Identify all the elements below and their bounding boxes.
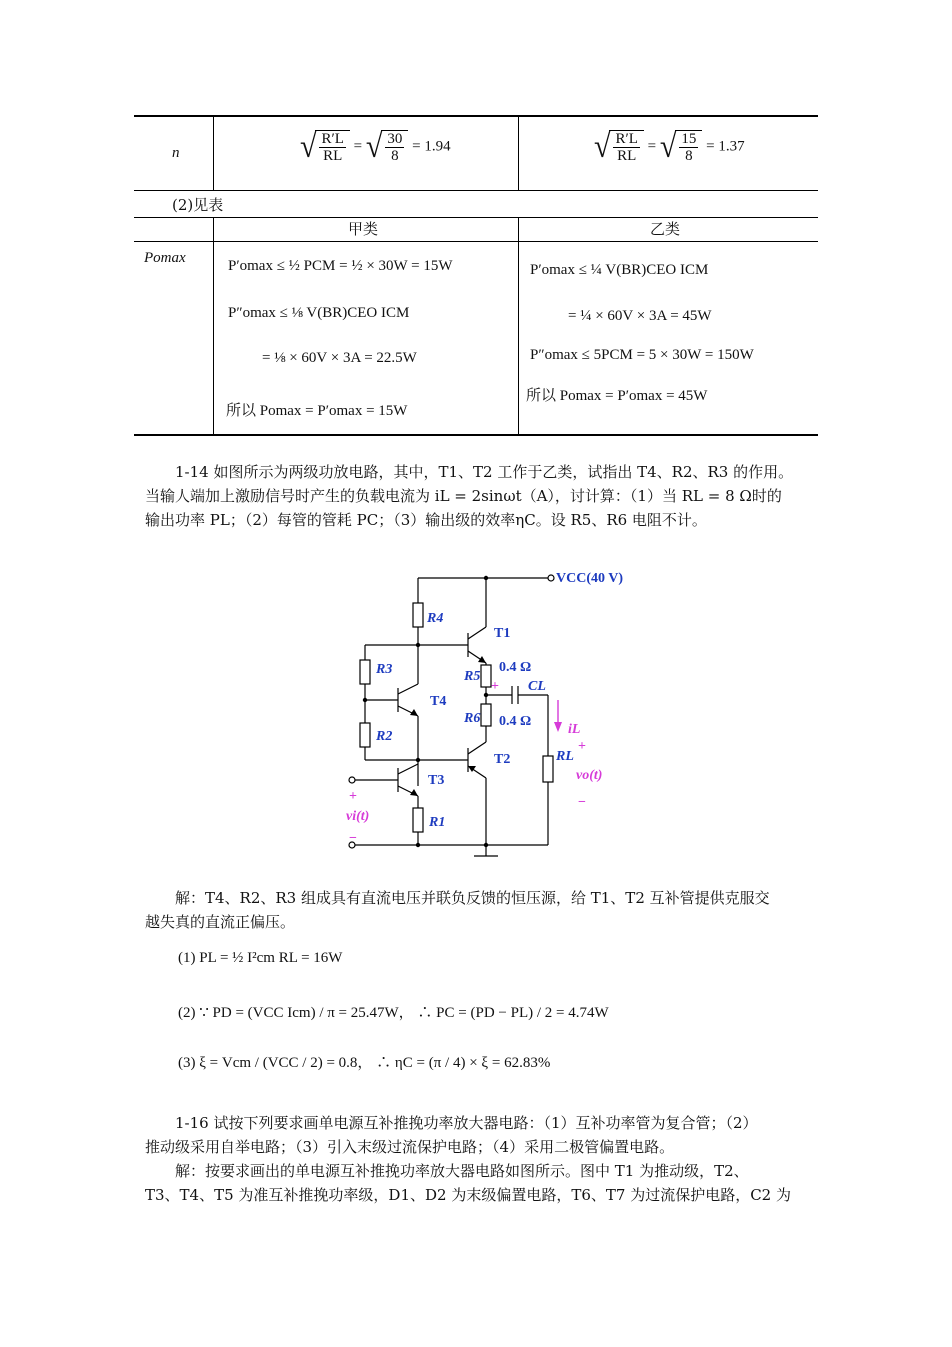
- t4-label: T4: [430, 694, 447, 709]
- table2-bottom-rule: [134, 434, 818, 436]
- table2-divider-2: [518, 217, 519, 435]
- class-a-line-1: P′omax ≤ ½ PCM = ½ × 30W = 15W: [228, 258, 453, 274]
- il-label: iL: [568, 722, 581, 737]
- vo-plus: +: [578, 739, 586, 754]
- class-b-line-2: = ¼ × 60V × 3A = 45W: [568, 308, 712, 324]
- vi-plus: +: [349, 789, 357, 804]
- class-b-line-3: P″omax ≤ 5PCM = 5 × 30W = 150W: [530, 347, 754, 363]
- two-stage-power-amp-circuit: [330, 565, 640, 865]
- table2-header-rule: [134, 241, 818, 242]
- class-b-line-1: P′omax ≤ ¼ V(BR)CEO ICM: [530, 262, 709, 278]
- r6-value: 0.4 Ω: [499, 714, 532, 729]
- r4-label: R4: [427, 611, 444, 626]
- rl-label: RL: [556, 749, 574, 764]
- cl-label: CL: [528, 679, 546, 694]
- table2-header-class-b: 乙类: [650, 220, 681, 238]
- r3-label: R3: [376, 662, 393, 677]
- r6-label: R6: [464, 711, 481, 726]
- table2-caption: (2)见表: [172, 196, 224, 214]
- table2-header-class-a: 甲类: [348, 220, 379, 238]
- class-a-line-2: P″omax ≤ ⅛ V(BR)CEO ICM: [228, 305, 410, 321]
- table1-row-label: n: [172, 145, 180, 161]
- vi-label: vi(t): [346, 809, 370, 824]
- class-b-line-4: 所以 Pomax = P′omax = 45W: [526, 388, 708, 404]
- class-a-line-3: = ⅛ × 60V × 3A = 22.5W: [262, 350, 417, 366]
- cl-plus: +: [491, 679, 499, 694]
- table2-row-label: Pomax: [144, 250, 186, 266]
- r5-value: 0.4 Ω: [499, 660, 532, 675]
- class-a-line-4: 所以 Pomax = P′omax = 15W: [226, 403, 408, 419]
- table1-bottom-rule: [134, 190, 818, 191]
- table2-top-rule: [134, 217, 818, 218]
- vi-minus: −: [349, 831, 357, 846]
- solution-14-intro: 解：T4、R2、R3 组成具有直流电压并联负反馈的恒压源，给 T1、T2 互补管提供克服交 越失真的直流正偏压。: [145, 889, 770, 931]
- r5-label: R5: [464, 669, 481, 684]
- table1-divider-2: [518, 116, 519, 191]
- vcc-label: VCC(40 V): [556, 571, 624, 586]
- table1-top-rule: [134, 115, 818, 117]
- t3-label: T3: [428, 773, 445, 788]
- problem-16-text: 1-16 试按下列要求画单电源互补推挽功率放大器电路：（1）互补功率管为复合管；（2） 推动级采用自举电路；（3）引入末级过流保护电路；（4）采用二极管偏置电路。 解：按要求画出的单电源互补推挽功率放大器电路如图所示。图中 T1 为推动级，T2、 T3、T4、T5 为准互补推挽功率级，D1、D2 为末级偏置电路，T6、T7 为过流保护电路，C2 为: [145, 1114, 791, 1204]
- r2-label: R2: [376, 729, 393, 744]
- table2-divider-1: [213, 217, 214, 435]
- table1-col1-formula: √ $\frac{R'L}{RL}$ = √ $\frac{30}{8}$ = 1.94: [300, 128, 451, 165]
- r1-label: R1: [429, 815, 446, 830]
- table1-col2-formula: √ $\frac{R'L}{RL}$ = √ $\frac{15}{8}$ = 1.37: [594, 128, 745, 165]
- vo-label: vo(t): [576, 768, 603, 783]
- solution-14-step-2: (2) ∵ PD = (VCC Icm) / π = 25.47W， ∴ PC = (PD − PL) / 2 = 4.74W: [178, 1005, 609, 1021]
- table1-divider-1: [213, 116, 214, 191]
- t2-label: T2: [494, 752, 511, 767]
- t1-label: T1: [494, 626, 511, 641]
- solution-14-step-1: (1) PL = ½ I²cm RL = 16W: [178, 950, 343, 966]
- solution-14-step-3: (3) ξ = Vcm / (VCC / 2) = 0.8， ∴ ηC = (π / 4) × ξ = 62.83%: [178, 1055, 551, 1071]
- vo-minus: −: [578, 795, 586, 810]
- problem-14-text: 1-14 如图所示为两级功放电路，其中，T1、T2 工作于乙类，试指出 T4、R2、R3 的作用。 当输人端加上激励信号时产生的负载电流为 iL = 2sinωt（A），讨计算：（1）当 RL = 8 Ω时的 输出功率 PL；（2）每管的管耗 PC；（3）输出级的效率ηC。设 R5、R6 电阻不计。: [145, 463, 794, 529]
